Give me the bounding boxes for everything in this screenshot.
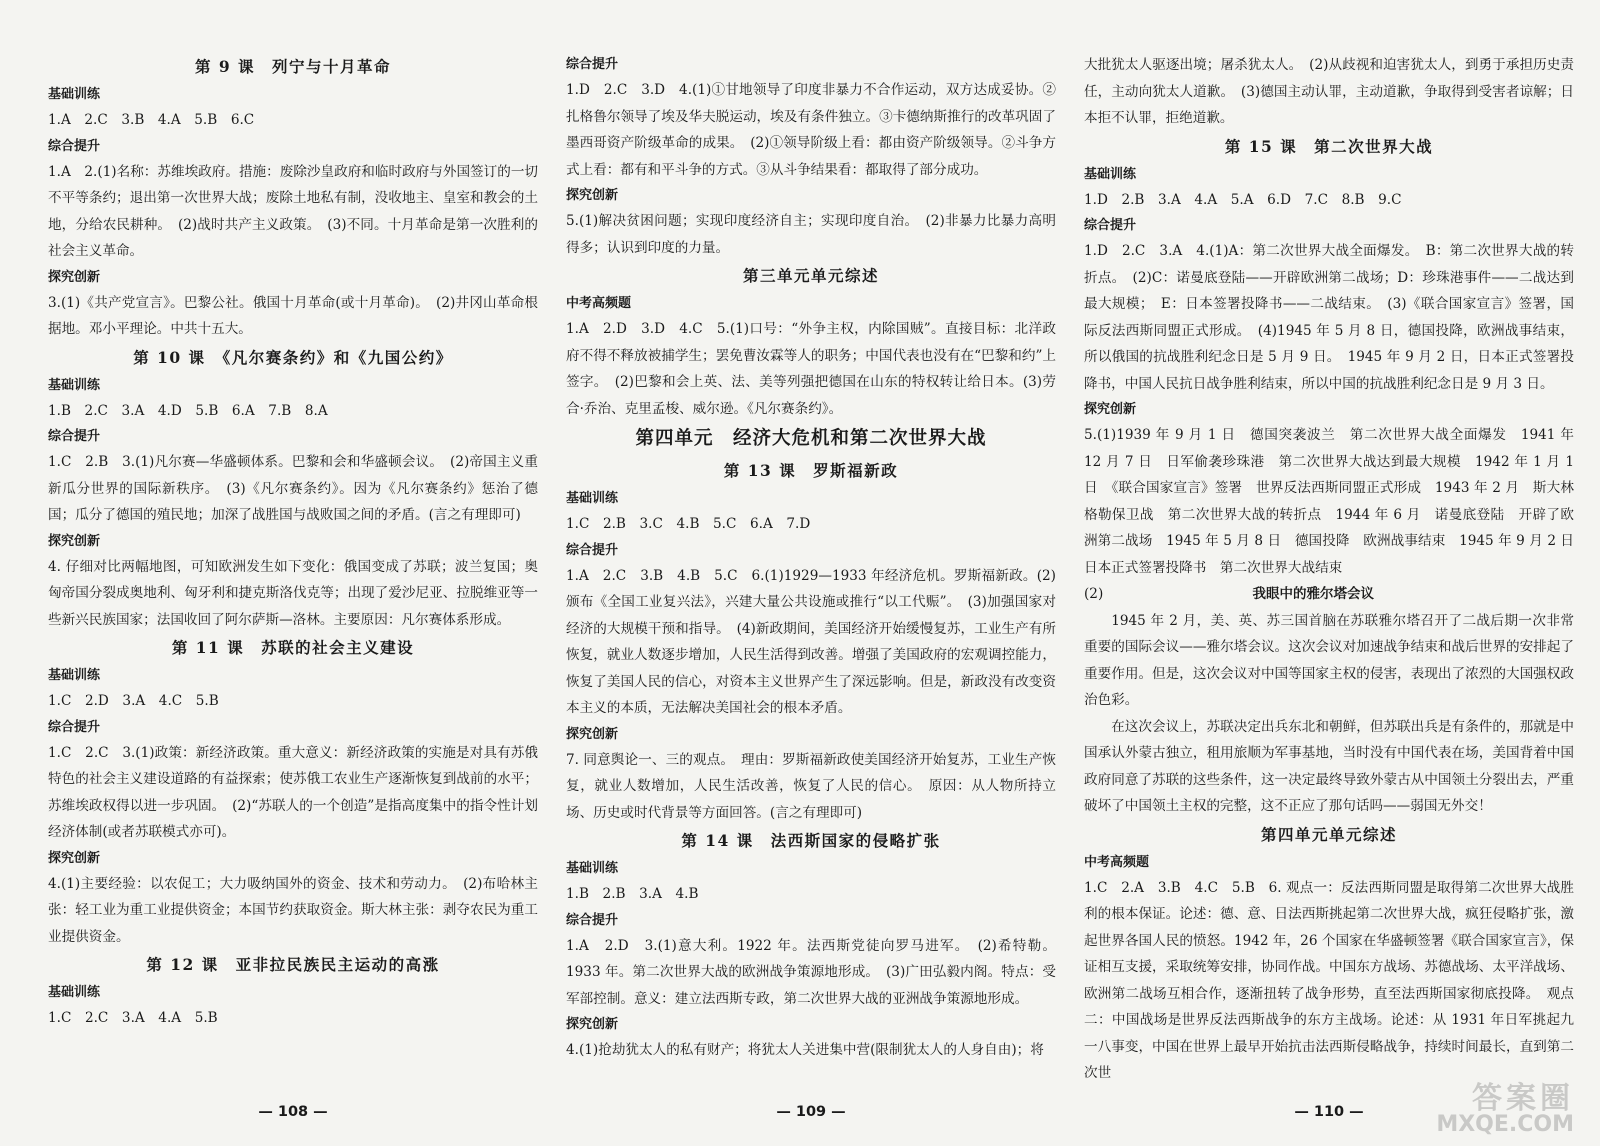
answer-paragraph: 4.(1)抢劫犹太人的私有财产；将犹太人关进集中营(限制犹太人的人身自由)；将 <box>566 1042 1044 1058</box>
section-heading: 探究创新 <box>48 269 101 285</box>
lesson-title: 第 14 课 法西斯国家的侵略扩张 <box>681 831 941 850</box>
answer-paragraph: 1.A 2.(1)名称：苏维埃政府。措施：废除沙皇政府和临时政府与外国签订的一切不平等条约；退出第一次世界大战；废除土地私有制，没收地主、皇室和教会的土地，分给农民耕种。 (2)战时共产主义政策。 (3)不同。十月革命是第一次胜利的社会主义革命。 <box>48 163 539 259</box>
answer-paragraph: 1.C 2.C 3.A 4.A 5.B <box>48 1010 218 1026</box>
section-heading: 探究创新 <box>566 726 619 742</box>
section-heading: 基础训练 <box>48 87 101 102</box>
answer-paragraph: 1.A 2.D 3.D 4.C 5.(1)口号：“外争主权，内除国贼”。直接目标：北洋政府不得不释放被捕学生；罢免曹汝霖等人的职务；中国代表也没有在“巴黎和约”上签字。 (2)巴黎和会上英、法、美等列强把德国在山东的特权转让给日本。(3)劳合·乔治、克里孟梭、威尔逊。《凡尔赛条约》。 <box>566 321 1056 417</box>
lesson-title: 第 11 课 苏联的社会主义建设 <box>171 638 415 657</box>
section-heading: 探究创新 <box>48 850 101 866</box>
essay-paragraph: 在这次会议上，苏联决定出兵东北和朝鲜，但苏联出兵是有条件的，那就是中国承认外蒙古独立，租用旅顺为军事基地，当时没有中国代表在场，美国背着中国政府同意了苏联的这些条件，这一决定最终导致外蒙古从中国领土分裂出去，严重破坏了中国领土主权的完整，这不正应了那句话吗——弱国无外交！ <box>1084 718 1574 814</box>
site-watermark-logo <box>1436 1081 1574 1138</box>
section-heading: 基础训练 <box>566 491 619 506</box>
section-heading: 中考高频题 <box>566 296 632 311</box>
answer-paragraph: 1.B 2.C 3.A 4.D 5.B 6.A 7.B 8.A <box>48 402 328 419</box>
section-heading: 综合提升 <box>48 719 101 735</box>
answer-paragraph: 5.(1)解决贫困问题；实现印度经济自主；实现印度自治。 (2)非暴力比暴力高明得多；认识到印度的力量。 <box>566 213 1056 256</box>
answer-paragraph: 5.(1)1939 年 9 月 1 日 德国突袭波兰 第二次世界大战全面爆发 1941 年 12 月 7 日 日军偷袭珍珠港 第二次世界大战达到最大规模 1942 年 1 月 1 日 《联合国家宣言》签署 世界反法西斯同盟正式形成 1943 年 2 月 斯大林格勒保卫战 第二次世界大战的转折点 1944 年 6 月 诺曼底登陆 开辟了欧洲第二战场 1945 年 5 月 8 日 德国投降 欧洲战事结束 1945 年 9 月 2 日 日本正式签署投降书 第二次世界大战结束 <box>1084 427 1588 576</box>
page-number: — 108 — <box>258 1104 328 1120</box>
answer-paragraph: 1.C 2.A 3.B 4.C 5.B 6. 观点一：反法西斯同盟是取得第二次世界大战胜利的根本保证。论述：德、意、日法西斯挑起第二次世界大战，疯狂侵略扩张，激起世界各国人民的愤怒。1942 年，26 个国家在华盛顿签署《联合国家宣言》，保证相互支援，采取统筹安排，协同作战。中国东方战场、苏德战场、太平洋战场、欧洲第二战场互相合作，逐渐扭转了战争形势，直至法西斯国家彻底投降。 观点二：中国战场是世界反法西斯战争的东方主战场。论述：从 1931 年日军挑起九一八事变，中国在世界上最早开始抗击法西斯侵略战争，持续时间最长，直到第二次世 <box>1084 879 1574 1081</box>
page-number: — 109 — <box>776 1104 846 1120</box>
lesson-title: 第 15 课 第二次世界大战 <box>1224 136 1434 156</box>
answer-paragraph: 1.D 2.C 3.A 4.(1)A：第二次世界大战全面爆发。 B：第二次世界大战的转折点。 (2)C：诺曼底登陆——开辟欧洲第二战场；D：珍珠港事件——二战达到最大规模； E：日本签署投降书——二战结束。 (3)《联合国家宣言》签署，国际反法西斯同盟正式形成。 (4)1945 年 5 月 8 日，德国投降，欧洲战事结束，所以俄国的抗战胜利纪念日是 5 月 9 日。 1945 年 9 月 2 日，日本正式签署投降书，中国人民抗日战争胜利结束，所以中国的抗战胜利纪念日是 9 月 3 日。 <box>1084 243 1574 392</box>
section-heading: 综合提升 <box>566 57 619 72</box>
lesson-title: 第 12 课 亚非拉民族民主运动的高涨 <box>146 955 440 974</box>
answer-paragraph: 4. 仔细对比两幅地图，可知欧洲发生如下变化：俄国变成了苏联；波兰复国；奥匈帝国分裂成奥地利、匈牙利和捷克斯洛伐克等；出现了爱沙尼亚、拉脱维亚等一些新兴民族国家；法国收回了阿尔萨斯—洛林。主要原因：凡尔赛体系形成。 <box>48 558 538 628</box>
page-number: — 110 — <box>1294 1104 1364 1120</box>
answer-paragraph: 1.D 2.B 3.A 4.A 5.A 6.D 7.C 8.B 9.C <box>1084 191 1402 208</box>
answer-paragraph: 1.A 2.C 3.B 4.A 5.B 6.C <box>48 112 255 128</box>
answer-paragraph: 1.C 2.D 3.A 4.C 5.B <box>48 693 219 709</box>
essay-title: 我眼中的雅尔塔会议 <box>1252 586 1375 602</box>
column-body <box>48 52 538 1146</box>
answer-paragraph: 7. 同意舆论一、三的观点。 理由：罗斯福新政使美国经济开始复苏，工业生产恢复，就业人数增加，人民生活改善，恢复了人民的信心。 原因：从人物所持立场、历史或时代背景等方面回答。(言之有理即可) <box>566 751 1056 821</box>
page-column-left <box>48 52 538 1146</box>
lesson-title: 第四单元单元综述 <box>1260 824 1397 844</box>
section-heading: 综合提升 <box>48 429 101 444</box>
section-heading: 综合提升 <box>48 138 101 154</box>
lesson-title: 第三单元单元综述 <box>742 266 879 285</box>
section-heading: 基础训练 <box>1084 166 1137 182</box>
answer-paragraph: 1.C 2.C 3.(1)政策：新经济政策。重大意义：新经济政策的实施是对具有苏俄特色的社会主义建设道路的有益探索；使苏俄工农业生产逐渐恢复到战前的水平；苏维埃政权得以进一步巩固。 (2)“苏联人的一个创造”是指高度集中的指令性计划经济体制(或者苏联模式亦可)。 <box>48 744 538 840</box>
section-heading: 综合提升 <box>566 542 619 558</box>
essay-paragraph: 1945 年 2 月，美、英、苏三国首脑在苏联雅尔塔召开了二战后期一次非常重要的国际会议——雅尔塔会议。这次会议对加速战争结束和战后世界的安排起了重要作用。但是，这次会议对中国等国家主权的侵害，表现出了浓烈的大国强权政治色彩。 <box>1084 612 1574 708</box>
section-heading: 中考高频题 <box>1084 854 1150 870</box>
answer-paragraph: 大批犹太人驱逐出境；屠杀犹太人。 (2)从歧视和迫害犹太人，到勇于承担历史责任，主动向犹太人道歉。 (3)德国主动认罪，主动道歉，争取得到受害者谅解；日本拒不认罪，拒绝道歉。 <box>1084 57 1574 126</box>
watermark-url: MXQE.COM <box>1436 1112 1574 1137</box>
section-heading: 基础训练 <box>48 668 101 683</box>
section-heading: 基础训练 <box>48 985 101 1000</box>
lesson-title: 第 9 课 列宁与十月革命 <box>194 57 392 76</box>
unit-title: 第四单元 经济大危机和第二次世界大战 <box>635 428 987 449</box>
section-heading: 综合提升 <box>1084 218 1137 233</box>
answer-paragraph: 3.(1)《共产党宣言》。巴黎公社。俄国十月革命(或十月革命)。 (2)井冈山革命根据地。邓小平理论。中共十五大。 <box>48 294 538 337</box>
lesson-title: 第 10 课 《凡尔赛条约》和《九国公约》 <box>133 347 453 367</box>
section-heading: 探究创新 <box>566 1017 619 1032</box>
section-heading: 探究创新 <box>48 533 101 549</box>
section-heading: 综合提升 <box>566 912 619 928</box>
section-heading: 基础训练 <box>48 377 101 393</box>
watermark-text: 答案圈 <box>1472 1081 1574 1116</box>
column-body <box>1084 52 1588 1146</box>
answer-paragraph: 1.D 2.C 3.D 4.(1)①甘地领导了印度非暴力不合作运动，双方达成妥协。②扎格鲁尔领导了埃及华夫脱运动，埃及有条件独立。③卡德纳斯推行的改革巩固了墨西哥资产阶级革命的成果。 (2)①领导阶级上看：都由资产阶级领导。②斗争方式上看：都有和平斗争的方式。③从斗争结果看：都取得了部分成功。 <box>566 82 1056 178</box>
essay-heading-row <box>1084 581 1574 608</box>
answer-paragraph: 1.C 2.B 3.C 4.B 5.C 6.A 7.D <box>566 516 811 532</box>
section-heading: 探究创新 <box>566 188 619 203</box>
answer-paragraph: 4.(1)主要经验：以农促工；大力吸纳国外的资金、技术和劳动力。 (2)布哈林主张：轻工业为重工业提供资金；本国节约获取资金。斯大林主张：剥夺农民为重工业提供资金。 <box>48 875 538 945</box>
column-body <box>566 52 1056 1146</box>
answer-paragraph: 1.C 2.B 3.(1)凡尔赛—华盛顿体系。巴黎和会和华盛顿会议。 (2)帝国主义重新瓜分世界的国际新秩序。 (3)《凡尔赛条约》。因为《凡尔赛条约》惩治了德国；瓜分了德国的殖民地；加深了战胜国与战败国之间的矛盾。(言之有理即可) <box>48 454 538 523</box>
lesson-title: 第 13 课 罗斯福新政 <box>723 461 899 480</box>
answer-paragraph: 1.B 2.B 3.A 4.B <box>566 886 699 902</box>
page-column-right <box>1084 52 1588 1146</box>
answer-paragraph: 1.A 2.D 3.(1)意大利。1922 年。法西斯党徒向罗马进军。 (2)希特勒。1933 年。第二次世界大战的欧洲战争策源地形成。 (3)广田弘毅内阁。特点：受军部控制。意义：建立法西斯专政，第二次世界大战的亚洲战争策源地形成。 <box>566 937 1056 1007</box>
section-heading: 基础训练 <box>566 861 619 876</box>
section-heading: 探究创新 <box>1084 402 1137 417</box>
question-number: (2) <box>1084 586 1104 602</box>
answer-paragraph: 1.A 2.C 3.B 4.B 5.C 6.(1)1929—1933 年经济危机。罗斯福新政。(2)颁布《全国工业复兴法》，兴建大量公共设施或推行“以工代赈”。 (3)加强国家对经济的大规模干预和指导。 (4)新政期间，美国经济开始缓慢复苏，工业生产有所恢复，就业人数逐步增加，人民生活得到改善。增强了美国政府的宏观调控能力，恢复了美国人民的信心，对资本主义世界产生了深远影响。但是，新政没有改变资本主义的本质，无法解决美国社会的根本矛盾。 <box>566 567 1056 716</box>
page-column-middle <box>566 52 1056 1146</box>
